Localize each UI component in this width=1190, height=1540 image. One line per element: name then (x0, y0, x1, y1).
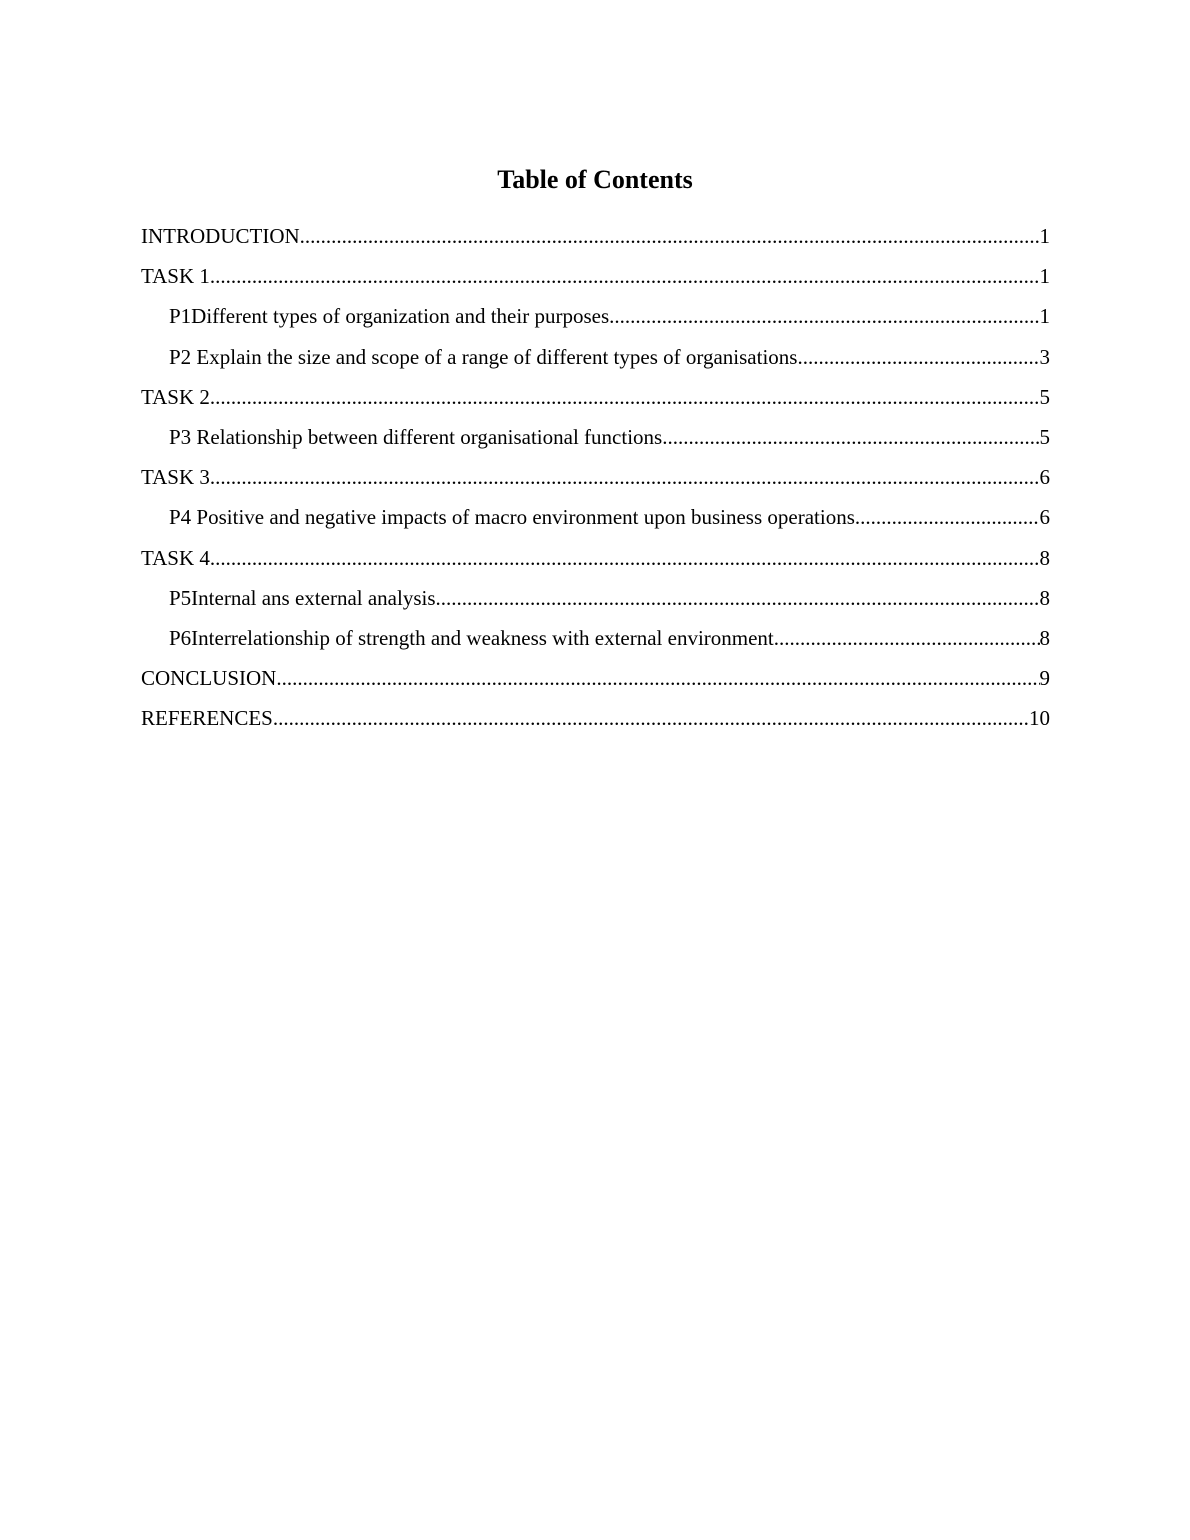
toc-leader-dots (276, 658, 1039, 698)
toc-page-number: 3 (1039, 344, 1050, 369)
toc-leader-dots (273, 698, 1029, 738)
toc-page-number: 6 (1039, 465, 1050, 490)
toc-page-number: 8 (1039, 545, 1050, 570)
toc-leader-dots (774, 618, 1040, 658)
toc-entry-text: P2 Explain the size and scope of a range of different types of organisations (169, 344, 798, 369)
toc-page-number: 5 (1039, 384, 1050, 409)
toc-entry-text: TASK 4 (141, 545, 210, 570)
toc-page-number: 5 (1039, 424, 1050, 449)
toc-entry-text: TASK 2 (141, 384, 210, 409)
toc-entry-references[interactable] (141, 698, 1050, 738)
toc-leader-dots (436, 578, 1040, 618)
toc-entry-task-2[interactable] (141, 377, 1050, 417)
toc-page-number: 1 (1039, 264, 1050, 289)
toc-entry-text: REFERENCES (141, 706, 273, 731)
toc-list (141, 216, 1050, 738)
toc-leader-dots (210, 538, 1040, 578)
toc-leader-dots (855, 497, 1040, 537)
toc-page-number: 8 (1039, 625, 1050, 650)
toc-entry-p5[interactable] (141, 578, 1050, 618)
toc-entry-text: P5Internal ans external analysis (169, 585, 436, 610)
toc-entry-task-1[interactable] (141, 256, 1050, 296)
toc-entry-text: P6Interrelationship of strength and weakness with external environment (169, 625, 774, 650)
toc-entry-conclusion[interactable] (141, 658, 1050, 698)
toc-entry-p4[interactable] (141, 497, 1050, 537)
toc-page-number: 8 (1039, 585, 1050, 610)
toc-entry-p3[interactable] (141, 417, 1050, 457)
toc-entry-text: INTRODUCTION (141, 224, 300, 248)
toc-entry-text: P1Different types of organization and their purposes (169, 304, 610, 329)
toc-page-number: 9 (1039, 666, 1050, 691)
toc-leader-dots (662, 417, 1039, 457)
toc-entry-text: TASK 3 (141, 465, 210, 490)
toc-leader-dots (300, 216, 1040, 256)
toc-leader-dots (210, 377, 1040, 417)
toc-leader-dots (797, 337, 1039, 377)
toc-page-number: 6 (1039, 505, 1050, 530)
toc-entry-introduction[interactable] (141, 216, 1050, 256)
toc-title: Table of Contents (497, 165, 693, 194)
toc-page-number: 1 (1039, 224, 1050, 248)
toc-page-number: 1 (1039, 304, 1050, 329)
toc-entry-text: P3 Relationship between different organisational functions (169, 424, 663, 449)
toc-leader-dots (210, 256, 1040, 296)
toc-entry-p1[interactable] (141, 296, 1050, 336)
toc-entry-p6[interactable] (141, 618, 1050, 658)
toc-entry-text: CONCLUSION (141, 666, 277, 691)
toc-leader-dots (609, 296, 1039, 336)
toc-page-number: 10 (1029, 706, 1050, 731)
toc-entry-p2[interactable] (141, 337, 1050, 377)
toc-entry-task-4[interactable] (141, 538, 1050, 578)
toc-entry-text: TASK 1 (141, 264, 210, 289)
toc-entry-task-3[interactable] (141, 457, 1050, 497)
toc-leader-dots (210, 457, 1040, 497)
toc-entry-text: P4 Positive and negative impacts of macro environment upon business operations (169, 505, 855, 530)
